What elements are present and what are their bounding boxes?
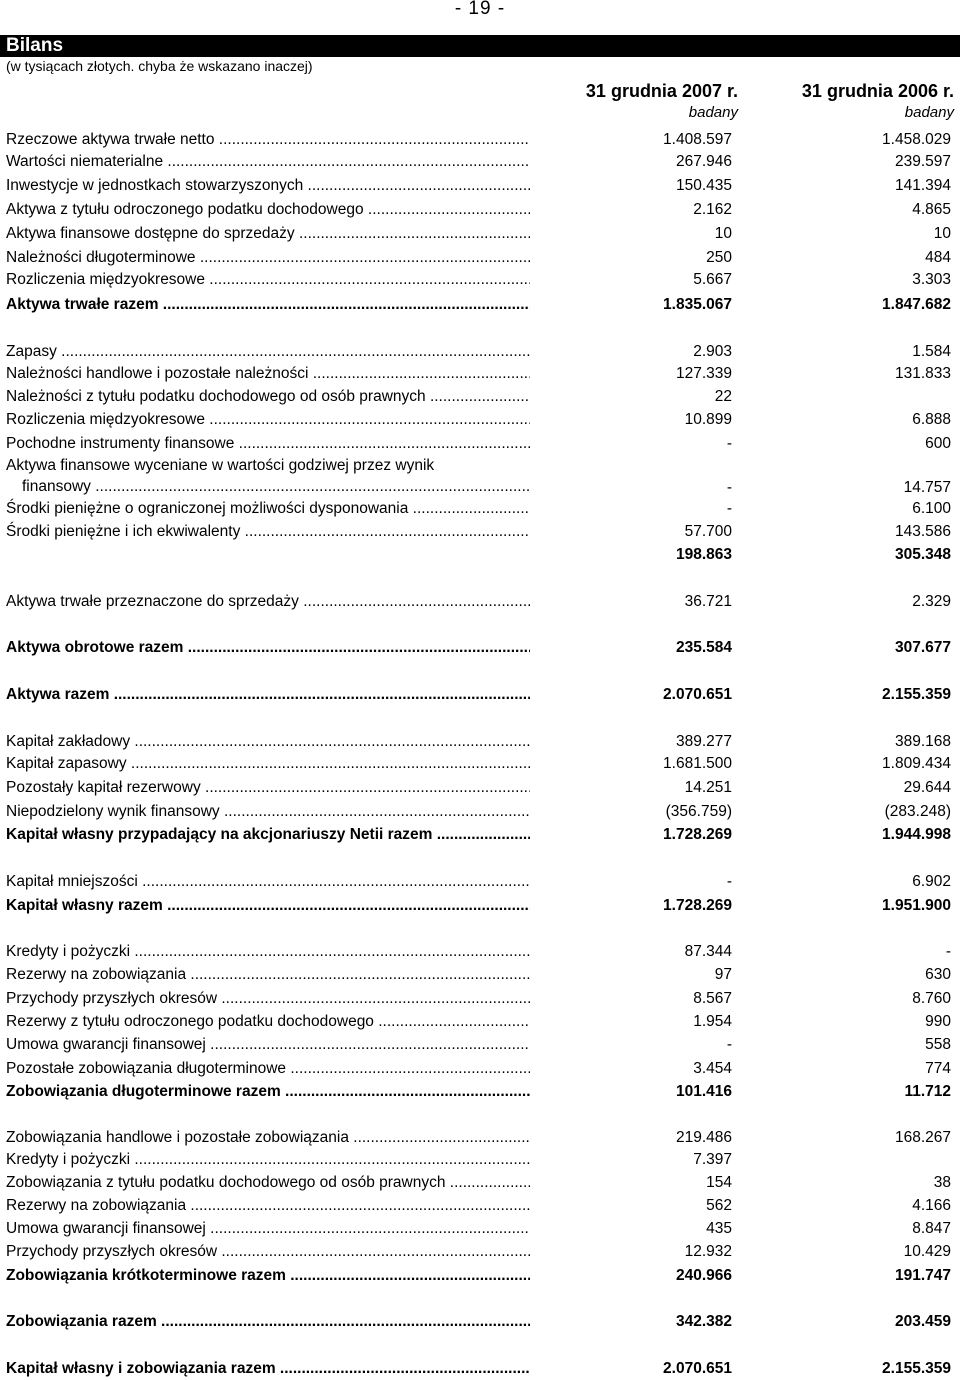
value-2007: - [726,1036,732,1053]
column-header-2006: 31 grudnia 2006 r. [801,81,954,101]
table-row [0,543,960,566]
value-2007: 7.397 [693,1151,732,1168]
value-2007: 97 [714,966,732,983]
value-2006: 11.712 [904,1083,951,1100]
value-2006: 1.809.434 [882,755,951,772]
value-2007: 1.408.597 [663,131,732,148]
row-label: Należności długoterminowe ..... [6,246,530,269]
value-2007: 1.681.500 [663,755,732,772]
value-2006: 990 [925,1013,951,1030]
value-2007: 342.382 [675,1313,732,1330]
value-2007: 10.899 [684,411,732,428]
row-label: Zobowiązania handlowe i pozostałe zobowiązania ..... [6,1126,530,1149]
value-2006: (283.248) [884,803,951,820]
subtitle: (w tysiącach złotych. chyba że wskazano inaczej) [6,58,313,74]
value-2006: 630 [925,966,951,983]
value-2007: 1.835.067 [663,296,732,313]
value-2007: - [726,479,732,496]
row-label: Umowa gwarancji finansowej ..... [6,1217,530,1240]
row-label: Wartości niematerialne ..... [6,150,530,173]
value-2006: 141.394 [894,177,951,194]
table-row [0,1240,960,1263]
value-2006: 6.902 [912,873,951,890]
value-2007: 219.486 [675,1129,732,1146]
row-label: Kapitał własny i zobowiązania razem ..... [6,1357,530,1380]
row-label: Kapitał własny przypadający na akcjonariuszy Netii razem ..... [6,823,530,846]
row-label: Należności z tytułu podatku dochodowego od osób prawnych ..... [6,385,530,408]
value-2006: 1.584 [912,343,951,360]
value-2007: 154 [706,1174,732,1191]
row-label: Rezerwy z tytułu odroczonego podatku dochodowego ..... [6,1010,530,1033]
row-label: Aktywa z tytułu odroczonego podatku dochodowego ..... [6,198,530,221]
value-2007: 87.344 [684,943,732,960]
table-row [0,1010,960,1033]
value-2007: 1.954 [693,1013,732,1030]
table-row [0,1171,960,1194]
row-label: Rezerwy na zobowiązania ..... [6,1194,530,1217]
table-row [0,752,960,775]
row-label: Pozostałe zobowiązania długoterminowe ..... [6,1057,530,1080]
value-2006: 131.833 [894,365,951,382]
row-label-line2: finansowy ..... [6,476,530,497]
value-2007: 2.070.651 [663,686,732,703]
value-2006: 6.888 [912,411,951,428]
row-label: Przychody przyszłych okresów ..... [6,1240,530,1263]
value-2007: 1.728.269 [663,826,732,843]
table-row [0,963,960,986]
value-2007: 240.966 [675,1267,732,1284]
row-label: Inwestycje w jednostkach stowarzyszonych ..... [6,174,530,197]
table-row [0,1126,960,1149]
value-2007: (356.759) [665,803,732,820]
row-label: Zobowiązania krótkoterminowe razem ..... [6,1264,530,1287]
value-2007: 198.863 [675,546,732,563]
value-2007: 562 [706,1197,732,1214]
value-2006: 4.166 [912,1197,951,1214]
column-note-2006: badany [904,104,954,121]
value-2007: 235.584 [675,639,732,656]
table-row [0,340,960,363]
table-row [0,222,960,245]
value-2006: 203.459 [894,1313,951,1330]
page-number: - 19 - [454,0,506,19]
row-label: Zobowiązania długoterminowe razem ..... [6,1080,530,1103]
value-2006: 10 [933,225,951,242]
row-label: Zapasy ..... [6,340,530,363]
table-row [0,385,960,408]
table-row [0,776,960,799]
value-2007: 250 [706,249,732,266]
value-2006: 143.586 [894,523,951,540]
table-row [0,940,960,963]
row-label: Aktywa obrotowe razem ..... [6,636,530,659]
table-row [0,1057,960,1080]
value-2007: 3.454 [693,1060,732,1077]
value-2007: 150.435 [675,177,732,194]
value-2006: 600 [925,435,951,452]
value-2006: 239.597 [894,153,951,170]
value-2006: 4.865 [912,201,951,218]
value-2007: - [726,873,732,890]
row-label: Aktywa trwałe razem ..... [6,293,530,316]
value-2007: 2.070.651 [663,1360,732,1377]
table-row [0,800,960,823]
row-label: Aktywa razem ..... [6,683,530,706]
row-label: Zobowiązania z tytułu podatku dochodowego od osób prawnych ..... [6,1171,530,1194]
value-2007: 57.700 [684,523,732,540]
table-row [0,1194,960,1217]
row-label: Środki pieniężne i ich ekwiwalenty ..... [6,520,530,543]
table-row [0,268,960,291]
row-label: Zobowiązania razem ..... [6,1310,530,1333]
value-2007: 267.946 [675,153,732,170]
row-label: Niepodzielony wynik finansowy ..... [6,800,530,823]
table-row [0,823,960,846]
value-2006: 2.155.359 [882,1360,951,1377]
value-2007: - [726,435,732,452]
table-row [0,408,960,431]
value-2006: 191.747 [894,1267,951,1284]
value-2006: 168.267 [894,1129,951,1146]
value-2006: 389.168 [894,733,951,750]
row-label: Rezerwy na zobowiązania ..... [6,963,530,986]
page-title: Bilans [6,35,64,56]
value-2007: 2.162 [693,201,732,218]
row-label: Umowa gwarancji finansowej ..... [6,1033,530,1056]
row-label: Środki pieniężne o ograniczonej możliwości dysponowania ..... [6,497,530,520]
row-label: Rozliczenia międzyokresowe ..... [6,268,530,291]
row-label: Kredyty i pożyczki ..... [6,1148,530,1171]
row-label: Należności handlowe i pozostałe należności ..... [6,362,530,385]
value-2007: 389.277 [675,733,732,750]
value-2006: 38 [933,1174,951,1191]
value-2007: 36.721 [684,593,732,610]
table-row [0,497,960,520]
table-row [0,174,960,197]
table-row [0,432,960,455]
table-row [0,636,960,659]
value-2007: 101.416 [675,1083,732,1100]
value-2007: 22 [714,388,732,405]
value-2006: 3.303 [912,271,951,288]
value-2006: 10.429 [903,1243,951,1260]
value-2007: 435 [706,1220,732,1237]
table-row [0,987,960,1010]
table-row [0,198,960,221]
value-2006: 2.329 [912,593,951,610]
value-2006: 8.847 [912,1220,951,1237]
table-row [0,1033,960,1056]
row-label: Kapitał zakładowy ..... [6,730,530,753]
value-2006: 14.757 [903,479,951,496]
row-label [6,455,530,497]
table-row [0,128,960,151]
table-row [0,730,960,753]
row-label: Kapitał własny razem ..... [6,894,530,917]
column-note-2007: badany [688,104,738,121]
value-2006: 1.951.900 [882,897,951,914]
table-row [0,870,960,893]
value-2006: 307.677 [894,639,951,656]
table-row [0,1310,960,1333]
row-label: Aktywa finansowe dostępne do sprzedaży ..... [6,222,530,245]
row-label: Pozostały kapitał rezerwowy ..... [6,776,530,799]
row-label: Kredyty i pożyczki ..... [6,940,530,963]
value-2006: 6.100 [912,500,951,517]
value-2006: 1.944.998 [882,826,951,843]
row-label: Pochodne instrumenty finansowe ..... [6,432,530,455]
value-2006: 8.760 [912,990,951,1007]
table-row [0,590,960,613]
table-row [0,1148,960,1171]
table-row [0,1217,960,1240]
column-header-2007: 31 grudnia 2007 r. [585,81,738,101]
value-2007: 8.567 [693,990,732,1007]
table-row [0,150,960,173]
row-label: Przychody przyszłych okresów ..... [6,987,530,1010]
row-label: Rzeczowe aktywa trwałe netto ..... [6,128,530,151]
row-label: Kapitał mniejszości ..... [6,870,530,893]
value-2007: 12.932 [684,1243,732,1260]
table-row [0,683,960,706]
value-2006: 558 [925,1036,951,1053]
row-label: Rozliczenia międzyokresowe ..... [6,408,530,431]
table-row [0,455,960,499]
value-2006: - [945,943,951,960]
value-2006: 1.458.029 [882,131,951,148]
row-label-line1: Aktywa finansowe wyceniane w wartości godziwej przez wynik [6,457,435,474]
value-2007: 2.903 [693,343,732,360]
value-2006: 29.644 [903,779,951,796]
table-row [0,362,960,385]
table-row [0,1357,960,1380]
table-row [0,1080,960,1103]
value-2007: 127.339 [675,365,732,382]
value-2006: 2.155.359 [882,686,951,703]
value-2007: 1.728.269 [663,897,732,914]
value-2007: 14.251 [684,779,732,796]
row-label: Kapitał zapasowy ..... [6,752,530,775]
value-2006: 1.847.682 [882,296,951,313]
value-2006: 484 [925,249,951,266]
table-row [0,246,960,269]
table-row [0,894,960,917]
value-2006: 774 [925,1060,951,1077]
value-2007: 10 [714,225,732,242]
table-row [0,520,960,543]
value-2006: 305.348 [894,546,951,563]
title-bar [0,35,960,57]
row-label: Aktywa trwałe przeznaczone do sprzedaży ..... [6,590,530,613]
value-2007: 5.667 [693,271,732,288]
table-row [0,293,960,316]
table-row [0,1264,960,1287]
value-2007: - [726,500,732,517]
